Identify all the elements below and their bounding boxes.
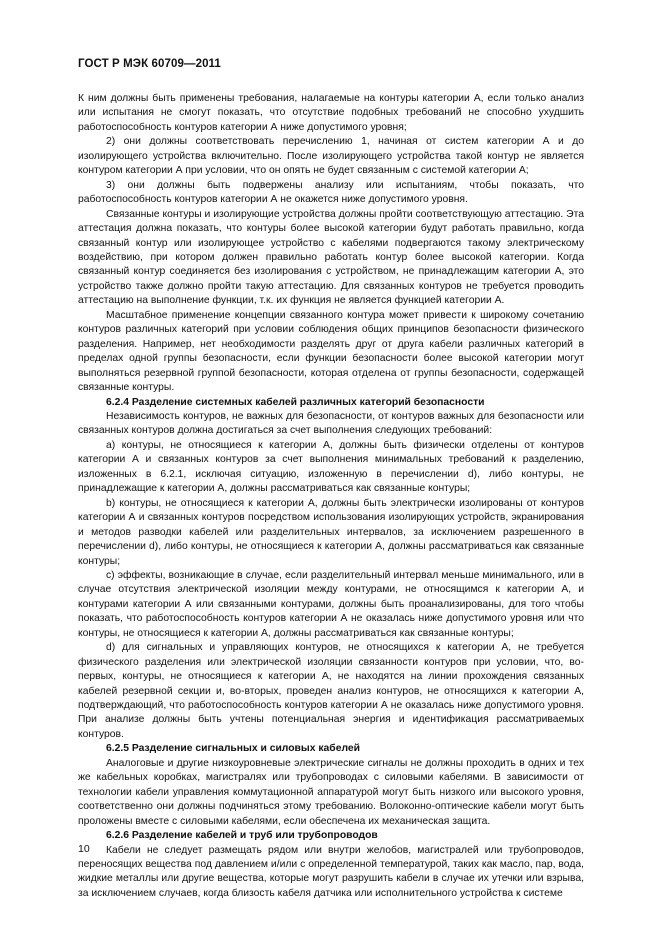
paragraph-cables-pipes: Кабели не следует размещать рядом или внутри желобов, магистралей или трубопроводов, переносящих вещества под давлением и/или с определенной температурой, таких как масло, пар, вода, жидкие металлы или другие вещества, которые могут разрушить кабели в случае их утечки или взрыва, за исключением случаев, когда близость кабеля датчика или исполнительного устройства к системе [78,844,584,899]
standard-header: ГОСТ Р МЭК 60709—2011 [78,58,221,70]
list-item-3: 3) они должны быть подвержены анализу или испытаниям, чтобы показать, что работоспособность контуров категории А не окажется ниже допустимого уровня. [78,179,584,206]
section-heading-6-2-6: 6.2.6 Разделение кабелей и труб или трубопроводов [106,830,378,842]
list-item-b: b) контуры, не относящиеся к категории А, должны быть электрически изолированы от контуров категории А и связанных контуров посредством использования изолирующих устройств, экранирования и методов разводки кабелей или разделительных интервалов, за исключением разрешенного в перечислении d), либо контуры, не относящиеся к категории А, должны рассматриваться как связанные контуры; [78,497,584,567]
list-item-2: 2) они должны соответствовать перечислению 1, начиная от систем категории А и до изолирующего устройства включительно. После изолирующего устройства такой контур не является контуром категории А при условии, что он опять не будет связанным с системой категории А; [78,136,584,177]
paragraph-concept: Масштабное применение концепции связанного контура может привести к широкому сочетанию контуров различных категорий при условии соблюдения общих принципов безопасности физического разделения. Например, нет необходимости разделять друг от друга кабели различных категорий в пределах одной группы безопасности, если функции безопасности более высокой категории могут выполняться резервной группой безопасности, которая отделена от группы безопасности, содержащей связанные контуры. [78,309,584,394]
section-heading-6-2-5: 6.2.5 Разделение сигнальных и силовых кабелей [106,743,360,755]
list-item-c: с) эффекты, возникающие в случае, если разделительный интервал меньше минимального, или в случае отсутствия электрической изоляции между контурами, не относящимся к категории А, и контурами категории А или связанными контурами, должны быть проанализированы, для того чтобы показать, что работоспособность контуров категории А не оказалась ниже допустимого уровня или что контуры, не относящиеся к категории А, должны рассматриваться как связанные контуры; [78,569,584,639]
list-item-a: а) контуры, не относящиеся к категории А, должны быть физически отделены от контуров категории А и связанных контуров за счет выполнения минимальных требований к разделению, изложенных в 6.2.1, исключая ситуацию, изложенную в перечислении d), либо контуры, не принадлежащие к категории А, должны рассматриваться как связанные контуры; [78,439,584,495]
paragraph-independence: Независимость контуров, не важных для безопасности, от контуров важных для безопасности или связанных контуров должна достигаться за счет выполнения следующих требований: [78,410,584,437]
paragraph-signal-power: Аналоговые и другие низкоуровневые электрические сигналы не должны проходить в одних и тех же кабельных коробках, магистралях или трубопроводах с силовыми кабелями. В зависимости от технологии кабели управления коммутационной аппаратурой могут быть низкого или высокого уровня, соответственно они должны подчиняться этому требованию. Волоконно-оптические кабели могут быть проложены вместе с силовыми кабелями, если обеспечена их механическая защита. [78,757,584,827]
body-text [78,92,584,901]
section-heading-6-2-4: 6.2.4 Разделение системных кабелей различных категорий безопасности [106,396,485,408]
list-item-d: d) для сигнальных и управляющих контуров, не относящихся к категории А, не требуется физического разделения или электрической изоляции связанности контуров при условии, что, во-первых, контуры, не относящиеся к категории А, не находятся на линии прохождения связанных кабелей резервной секции и, во-вторых, проведен анализ контуров, не относящихся к категории А, подтверждающий, что работоспособность контуров категории А не оказалась ниже допустимого уровня. При анализе должны быть учтены потенциальная энергия и идентификация рассматриваемых контуров. [78,642,584,740]
paragraph-continuation: К ним должны быть применены требования, налагаемые на контуры категории А, если только анализ или испытания не смогут показать, что отсутствие подобных требований не способно ухудшить работоспособность контуров категории А ниже допустимого уровня; [78,93,584,133]
page-number: 10 [78,843,90,855]
paragraph-attestation: Связанные контуры и изолирующие устройства должны пройти соответствующую аттестацию. Эта аттестация должна показать, что контуры более высокой категории будут работать правильно, когда связанный контур или изолирующее устройство с кабелями подвергаются такому электрическому воздействию, при котором должен правильно работать контур более высокой категории. Когда связанный контур соединяется без изолирования с устройством, не принадлежащим категории А, это устройство также должно пройти такую аттестацию. Для связанных контуров не требуется проводить аттестацию на выполнение функции, т.к. их функция не является функцией категории А. [78,208,584,307]
